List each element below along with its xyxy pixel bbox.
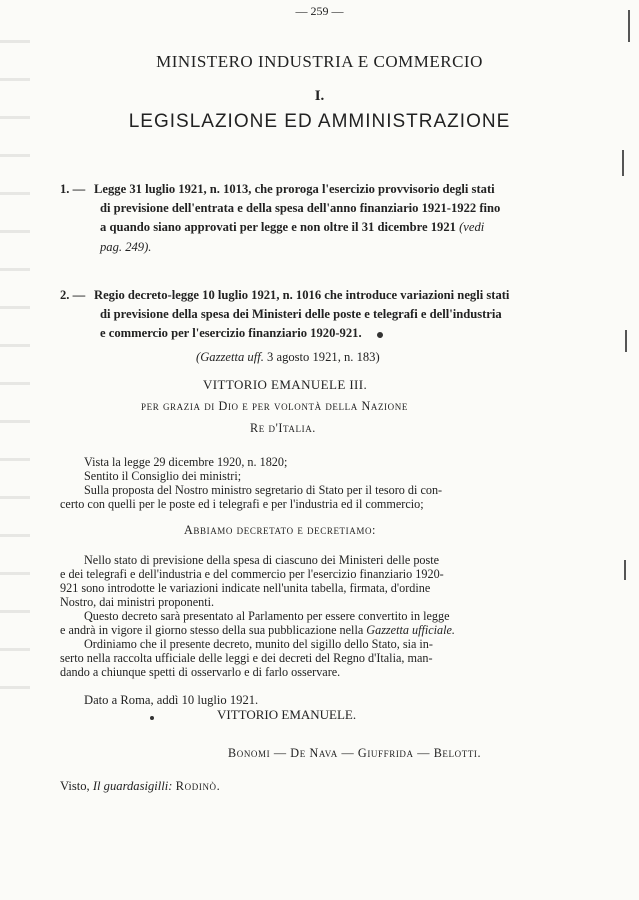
closing-line: serto nella raccolta ufficiale delle leggi e dei decreti del Regno d'Italia, man- <box>60 651 433 665</box>
preamble-line: Vista la legge 29 dicembre 1920, n. 1820; <box>84 455 288 469</box>
closing-line: Ordiniamo che il presente decreto, munito del sigillo dello Stato, sia in- <box>84 637 433 651</box>
article-line: 921 sono introdotte le variazioni indicate nell'unita tabella, firmata, d'ordine <box>60 581 431 595</box>
law-2-line: di previsione della spesa dei Ministeri delle poste e telegrafi e dell'industria <box>100 307 502 321</box>
dated-line: Dato a Roma, addì 10 luglio 1921. <box>84 693 259 707</box>
law-1-number: 1. — <box>60 182 86 196</box>
law-1-ref: (vedi <box>459 220 485 234</box>
article-line: e andrà in vigore il giorno stesso della sua pubblicazione nella Gazzetta ufficiale. <box>60 623 455 637</box>
law-1-ref-page: pag. 249). <box>100 240 152 254</box>
countersigning-ministers: Bonomi — De Nava — Giuffrida — Belotti. <box>228 746 482 760</box>
bleed-through-margin <box>0 40 30 720</box>
law-2-number: 2. — <box>60 288 86 302</box>
visto-line: Visto, Il guardasigilli: Rodinò. <box>60 779 221 793</box>
closing-line: dando a chiunque spetti di osservarlo e di farlo osservare. <box>60 665 341 679</box>
king-name: VITTORIO EMANUELE III. <box>203 377 368 392</box>
preamble-line: Sentito il Consiglio dei ministri; <box>84 469 242 483</box>
scan-edge-mark <box>624 560 626 580</box>
law-1-line: Legge 31 luglio 1921, n. 1013, che proroga l'esercizio provvisorio degli stati <box>94 182 495 196</box>
king-title: Re d'Italia. <box>250 421 316 435</box>
section-number: I. <box>314 88 325 104</box>
article-line: Nostro, dai ministri proponenti. <box>60 595 215 609</box>
law-2-line: Regio decreto-legge 10 luglio 1921, n. 1016 che introduce variazioni negli stati <box>94 288 510 302</box>
ink-dot <box>150 716 154 720</box>
law-1-line: a quando siano approvati per legge e non oltre il 31 dicembre 1921 (vedi <box>100 220 485 234</box>
page-number: — 259 — <box>295 4 344 18</box>
law-2-line: e commercio per l'esercizio finanziario 1920-921. <box>100 326 362 340</box>
ministry-heading: MINISTERO INDUSTRIA E COMMERCIO <box>156 52 483 71</box>
ink-dot <box>377 332 383 338</box>
section-title: LEGISLAZIONE ED AMMINISTRAZIONE <box>128 111 511 132</box>
royal-signature: VITTORIO EMANUELE. <box>217 707 357 722</box>
article-line: Nello stato di previsione della spesa di ciascuno dei Ministeri delle poste <box>84 553 440 567</box>
preamble-line: certo con quelli per le poste ed i telegrafi e per l'industria ed il commercio; <box>60 497 424 511</box>
grace-formula: per grazia di Dio e per volontà della Nazione <box>141 399 408 413</box>
article-line: Questo decreto sarà presentato al Parlamento per essere convertito in legge <box>84 609 450 623</box>
law-1-line: di previsione dell'entrata e della spesa dell'anno finanziario 1921-1922 fino <box>100 201 501 215</box>
gazette-reference: (Gazzetta uff. 3 agosto 1921, n. 183) <box>196 350 380 364</box>
preamble-line: Sulla proposta del Nostro ministro segretario di Stato per il tesoro di con- <box>84 483 443 497</box>
gazette-name: Gazzetta ufficiale. <box>366 623 455 637</box>
scan-edge-mark <box>625 330 627 352</box>
decree-formula: Abbiamo decretato e decretiamo: <box>184 523 377 537</box>
article-line: e dei telegrafi e dell'industria e del commercio per l'esercizio finanziario 1920- <box>60 567 444 581</box>
scan-edge-mark <box>622 150 624 176</box>
